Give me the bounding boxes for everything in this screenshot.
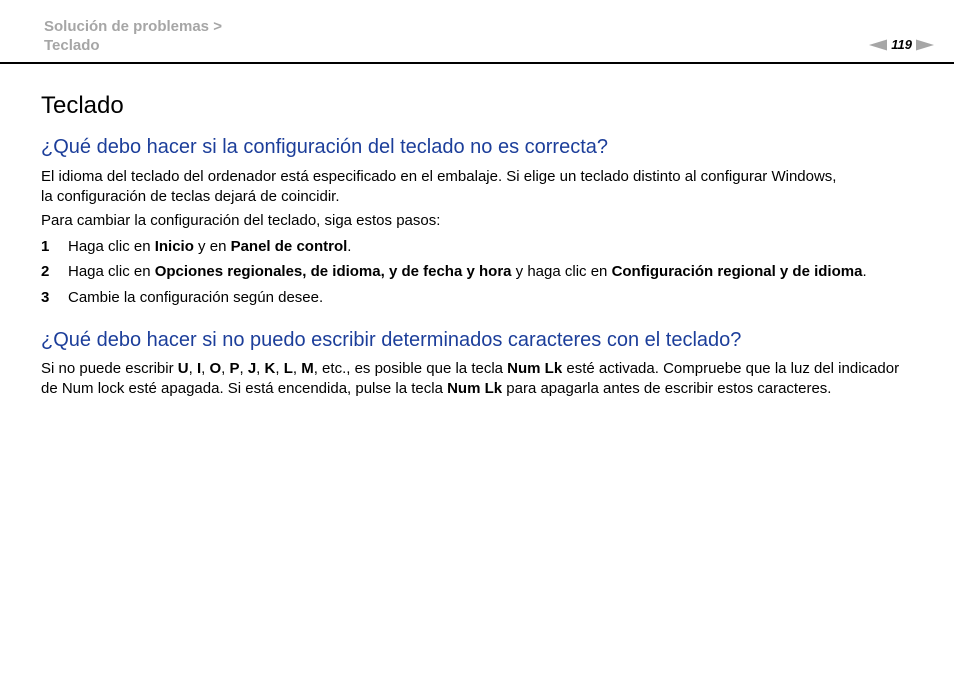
arrow-left-icon[interactable] [869,39,887,51]
header-divider [0,62,954,64]
intro-line-2: la configuración de teclas dejará de coincidir. [41,188,340,205]
question-heading-config: ¿Qué debo hacer si la configuración del teclado no es correcta? [41,136,609,158]
step-number: 2 [41,263,50,280]
step-number: 1 [41,238,50,255]
intro-paragraph [41,167,911,207]
step-item [41,237,351,257]
question-heading-characters: ¿Qué debo hacer si no puedo escribir determinados caracteres con el teclado? [41,329,742,351]
num-lk-key: Num Lk [507,360,563,377]
regional-options-label: Opciones regionales, de idioma, y de fecha y hora [154,263,512,280]
num-lk-key: Num Lk [447,380,503,397]
key-o: O [209,360,222,377]
page-title: Teclado [41,92,124,119]
key-j: J [247,360,257,377]
steps-intro: Para cambiar la configuración del teclado, siga estos pasos: [41,212,441,229]
step-item [41,288,323,308]
breadcrumb [44,17,222,55]
key-u: U [177,360,189,377]
breadcrumb-page: Teclado [44,37,100,54]
page-navigation [869,37,934,52]
page-number: 119 [891,37,912,52]
step-item [41,262,867,282]
step-text: Haga clic en Opciones regionales, de idioma, y de fecha y hora y haga clic en Configuración regional y de idioma. [68,263,867,280]
step-number: 3 [41,289,50,306]
step-text: Cambie la configuración según desee. [68,289,324,306]
key-k: K [264,360,276,377]
regional-config-label: Configuración regional y de idioma [611,263,863,280]
inicio-label: Inicio [154,238,194,255]
breadcrumb-section: Solución de problemas > [44,18,222,35]
key-i: I [196,360,202,377]
key-l: L [283,360,293,377]
arrow-right-icon[interactable] [916,39,934,51]
key-m: M [301,360,314,377]
intro-line-1: El idioma del teclado del ordenador está especificado en el embalaje. Si elige un teclado distinto al configurar Windows, [41,168,837,185]
panel-control-label: Panel de control [230,238,348,255]
step-text: Haga clic en Inicio y en Panel de control. [68,238,352,255]
characters-paragraph: Si no puede escribir U, I, O, P, J, K, L, M, etc., es posible que la tecla Num Lk esté activada. Compruebe que la luz del indicador de Num lock esté apagada. Si está encendida, pulse la tecla Num Lk para apagarla antes de escribir estos caracteres. [41,360,900,397]
key-p: P [229,360,240,377]
